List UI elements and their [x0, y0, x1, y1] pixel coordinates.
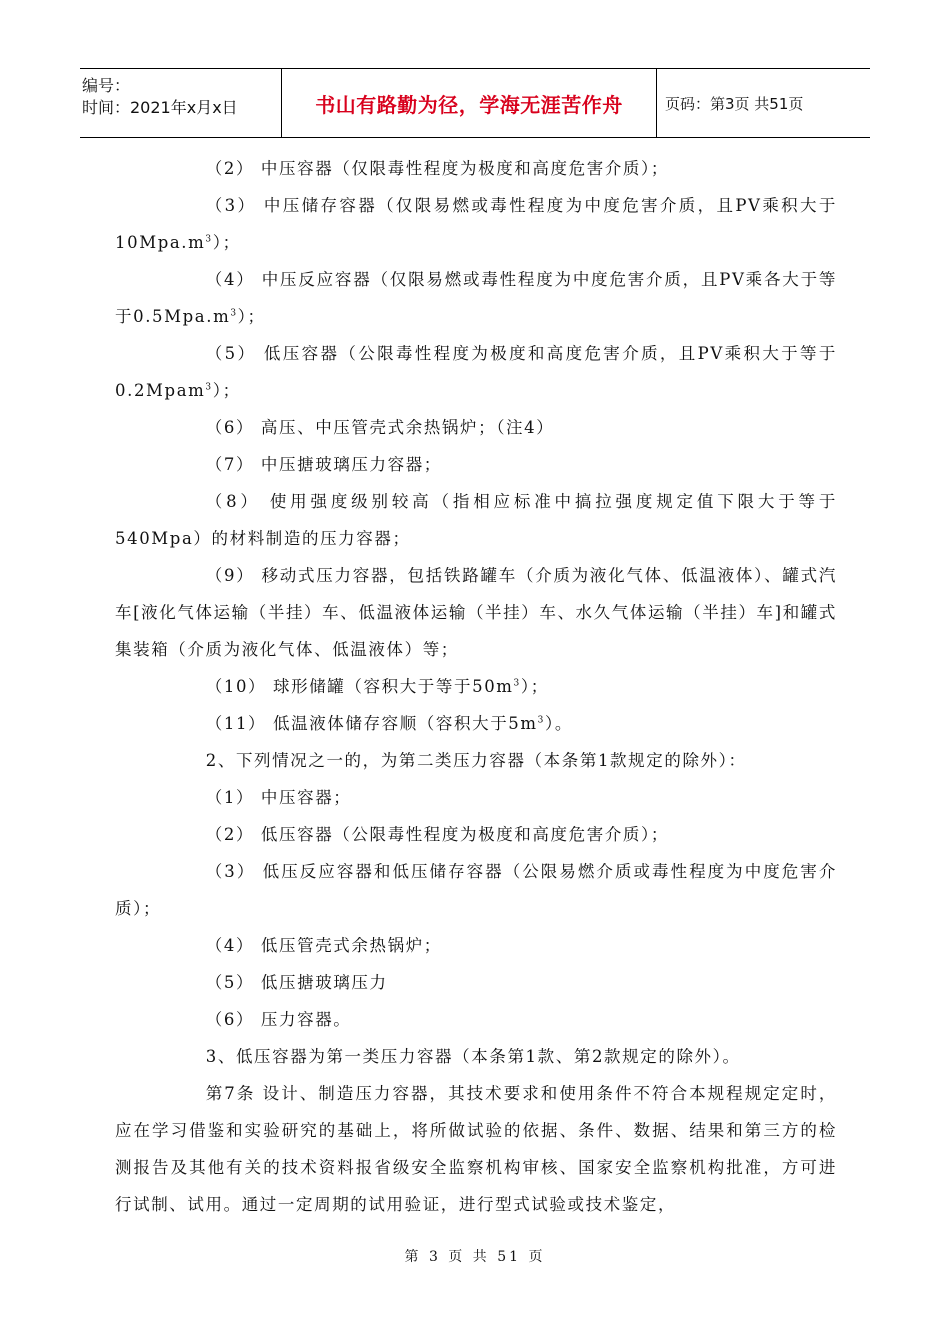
header-meta: [80, 69, 280, 137]
paragraph: （9） 移动式压力容器，包括铁路罐车（介质为液化气体、低温液体）、罐式汽车[液化气体运输（半挂）车、低温液体运输（半挂）车、水久气体运输（半挂）车]和罐式集装箱（介质为液化气体、低温液体）等；: [115, 566, 837, 659]
paragraph: （6） 高压、中压管壳式余热锅炉；（注4）: [205, 418, 555, 437]
paragraph: （4） 低压管壳式余热锅炉；: [205, 936, 442, 955]
page-label: 页码：第3页 共51页: [665, 94, 804, 113]
paragraph: （2） 低压容器（公限毒性程度为极度和高度危害介质）；: [205, 825, 669, 844]
paragraph: （8） 使用强度级别较高（指相应标准中搞拉强度规定值下限大于等于540Mpa）的材料制造的压力容器；: [115, 492, 837, 548]
page-header: [80, 68, 870, 138]
number-label: 编号：: [82, 76, 131, 95]
paragraph: （1） 中压容器；: [205, 788, 352, 807]
paragraph: （10） 球形储罐（容积大于等于$50m^3$）；: [205, 677, 549, 696]
paragraph: （7） 中压搪玻璃压力容器；: [205, 455, 442, 474]
paragraph: （11） 低温液体储存容顺（容积大于$5m^3$）。: [205, 714, 573, 733]
paragraph: （4） 中压反应容器（仅限易燃或毒性程度为中度危害介质，且PV乘各大于等于$0.5Mpa.m^3$）；: [115, 270, 837, 326]
paragraph: （5） 低压搪玻璃压力: [205, 973, 388, 992]
document-body: [115, 150, 837, 1223]
paragraph: 3、低压容器为第一类压力容器（本条第1款、第2款规定的除外）。: [205, 1047, 741, 1066]
date-label: 时间：2021年x月x日: [82, 98, 238, 117]
paragraph: （6） 压力容器。: [205, 1010, 352, 1029]
paragraph: 第7条 设计、制造压力容器，其技术要求和使用条件不符合本规程规定定时，应在学习借鉴和实验研究的基础上，将所做试验的依据、条件、数据、结果和第三方的检测报告及其他有关的技术资料报省级安全监察机构审核、国家安全监察机构批准，方可进行试制、试用。通过一定周期的试用验证，进行型式试验或技术鉴定，: [115, 1084, 837, 1214]
paragraph: （2） 中压容器（仅限毒性程度为极度和高度危害介质）；: [205, 159, 669, 178]
page-footer: 第 3 页 共 51 页: [404, 1249, 546, 1265]
motto-text: 书山有路勤为径，学海无涯苦作舟: [315, 92, 623, 117]
paragraph: （5） 低压容器（公限毒性程度为极度和高度危害介质，且PV乘积大于等于0.2Mpam$^3$）；: [115, 344, 837, 400]
header-page-cell: [665, 69, 870, 137]
paragraph: 2、下列情况之一的，为第二类压力容器（本条第1款规定的除外）：: [205, 751, 747, 770]
paragraph: （3） 中压储存容器（仅限易燃或毒性程度为中度危害介质，且PV乘积大于$10Mpa.m^3$）；: [115, 196, 837, 252]
paragraph: （3） 低压反应容器和低压储存容器（公限易燃介质或毒性程度为中度危害介质）；: [115, 862, 837, 918]
header-motto-cell: [281, 69, 657, 137]
